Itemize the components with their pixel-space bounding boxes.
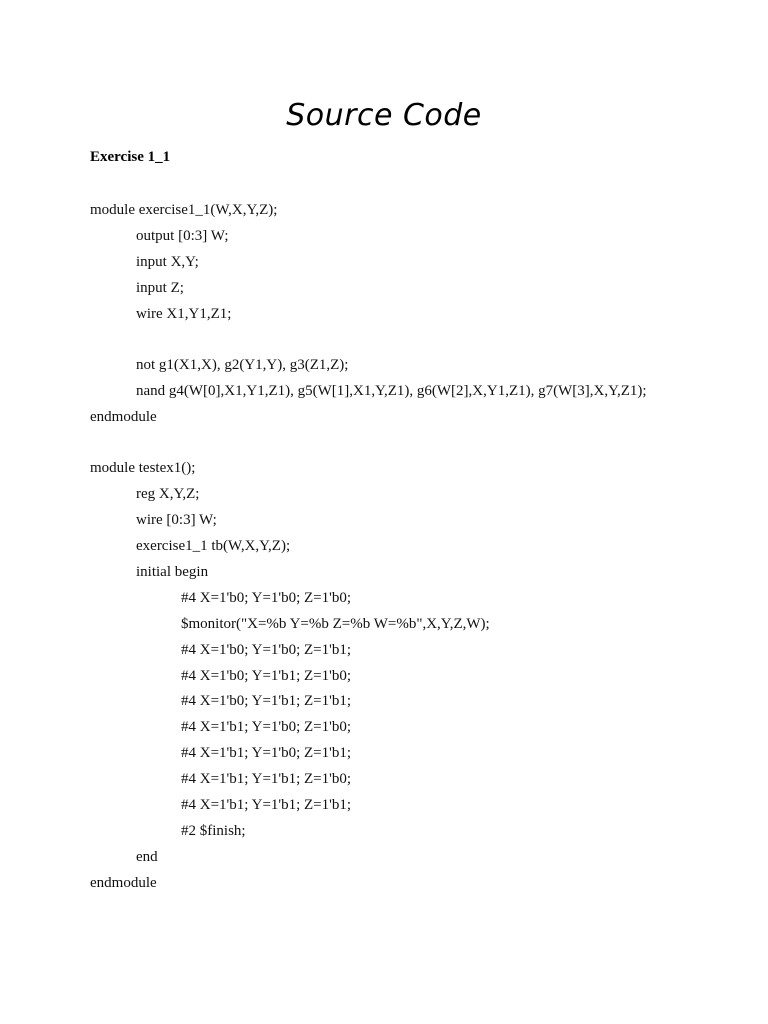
code-line: wire [0:3] W; [136, 512, 217, 528]
page-title: Source Code [286, 98, 482, 133]
code-line: module testex1(); [90, 460, 196, 476]
code-line: #4 X=1'b1; Y=1'b0; Z=1'b0; [181, 719, 352, 735]
code-line: reg X,Y,Z; [136, 486, 200, 502]
code-line: not g1(X1,X), g2(Y1,Y), g3(Z1,Z); [136, 357, 349, 373]
code-line: $monitor("X=%b Y=%b Z=%b W=%b",X,Y,Z,W); [181, 616, 490, 632]
code-line: #4 X=1'b0; Y=1'b0; Z=1'b1; [181, 642, 352, 658]
code-line: output [0:3] W; [136, 228, 229, 244]
code-line: input Z; [136, 280, 184, 296]
code-line: wire X1,Y1,Z1; [136, 306, 232, 322]
code-line: #4 X=1'b1; Y=1'b1; Z=1'b0; [181, 771, 352, 787]
code-line: #4 X=1'b0; Y=1'b1; Z=1'b0; [181, 668, 352, 684]
code-line: input X,Y; [136, 254, 199, 270]
code-line: initial begin [136, 564, 209, 580]
code-line: endmodule [90, 409, 157, 425]
code-line: nand g4(W[0],X1,Y1,Z1), g5(W[1],X1,Y,Z1), g6(W[2],X,Y1,Z1), g7(W[3],X,Y,Z1); [136, 383, 647, 399]
code-line: #2 $finish; [181, 823, 246, 839]
code-line: #4 X=1'b1; Y=1'b1; Z=1'b1; [181, 797, 352, 813]
code-line: exercise1_1 tb(W,X,Y,Z); [136, 538, 291, 554]
exercise-heading: Exercise 1_1 [90, 149, 171, 165]
code-line: #4 X=1'b0; Y=1'b1; Z=1'b1; [181, 693, 352, 709]
code-line: #4 X=1'b0; Y=1'b0; Z=1'b0; [181, 590, 352, 606]
code-line: module exercise1_1(W,X,Y,Z); [90, 202, 278, 218]
code-line: #4 X=1'b1; Y=1'b0; Z=1'b1; [181, 745, 352, 761]
code-line: endmodule [90, 875, 157, 891]
code-line: end [136, 849, 158, 865]
